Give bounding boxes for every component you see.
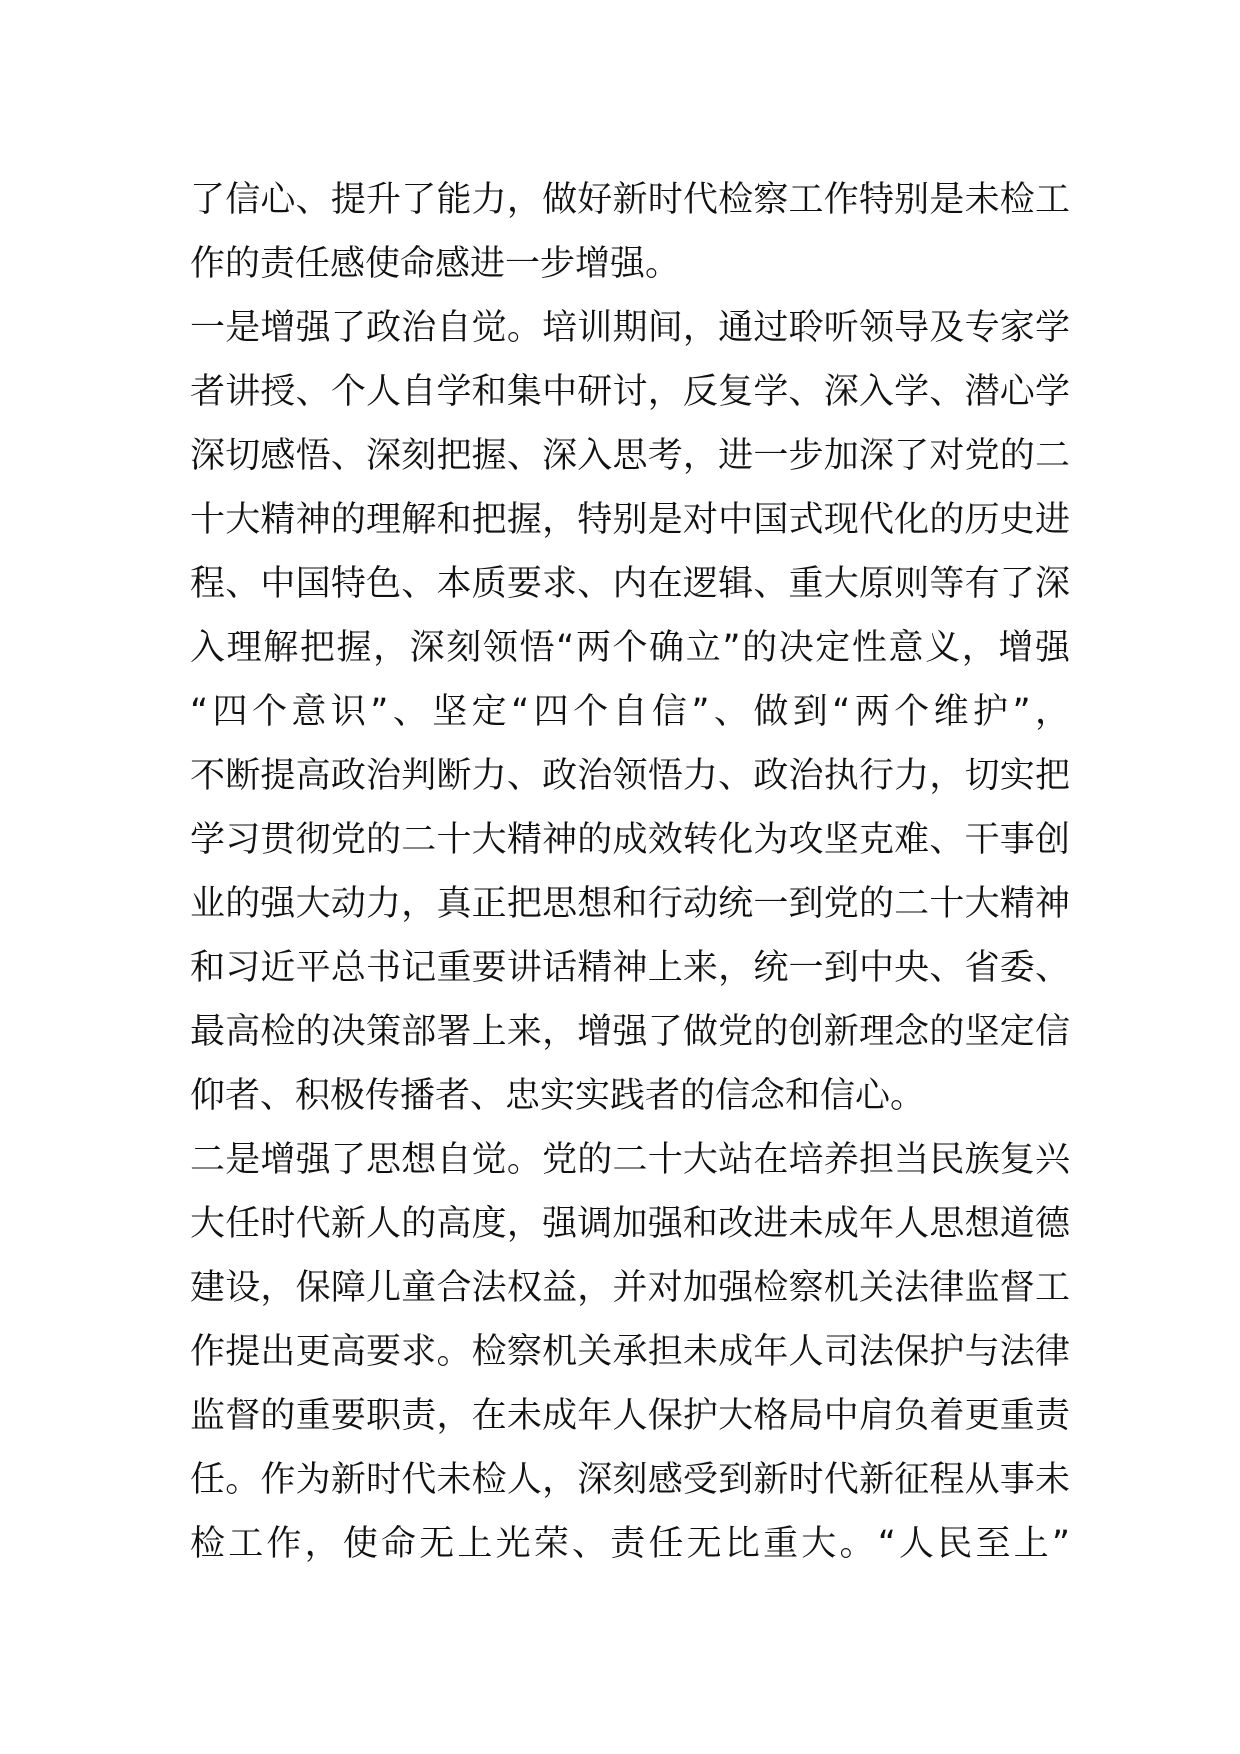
- text-line-15: 仰者、积极传播者、忠实实践者的信念和信心。: [190, 1076, 926, 1116]
- text-line-14: 最高检的决策部署上来，增强了做党的创新理念的坚定信: [190, 1012, 1070, 1052]
- text-line-2: 作的责任感使命感进一步增强。: [190, 244, 681, 284]
- text-line-19: 作提出更高要求。检察机关承担未成年人司法保护与法律: [190, 1332, 1070, 1372]
- text-line-11: 学习贯彻党的二十大精神的成效转化为攻坚克难、干事创: [190, 820, 1070, 860]
- text-line-20: 监督的重要职责，在未成年人保护大格局中肩负着更重责: [190, 1396, 1070, 1436]
- body-text: [190, 168, 1070, 1576]
- text-line-4: 者讲授、个人自学和集中研讨，反复学、深入学、潜心学: [190, 372, 1070, 412]
- text-line-16: 二是增强了思想自觉。党的二十大站在培养担当民族复兴: [190, 1140, 1070, 1180]
- text-line-22: 检工作，使命无上光荣、责任无比重大。“人民至上”: [190, 1524, 1070, 1564]
- text-line-3: 一是增强了政治自觉。培训期间，通过聆听领导及专家学: [190, 308, 1070, 348]
- text-line-6: 十大精神的理解和把握，特别是对中国式现代化的历史进: [190, 500, 1070, 540]
- text-line-17: 大任时代新人的高度，强调加强和改进未成年人思想道德: [190, 1204, 1070, 1244]
- text-line-1: 了信心、提升了能力，做好新时代检察工作特别是未检工: [190, 180, 1070, 220]
- text-line-8: 入理解把握，深刻领悟“两个确立”的决定性意义，增强: [190, 628, 1070, 668]
- text-line-12: 业的强大动力，真正把思想和行动统一到党的二十大精神: [190, 884, 1070, 924]
- text-line-10: 不断提高政治判断力、政治领悟力、政治执行力，切实把: [190, 756, 1070, 796]
- text-line-5: 深切感悟、深刻把握、深入思考，进一步加深了对党的二: [190, 436, 1070, 476]
- text-line-13: 和习近平总书记重要讲话精神上来，统一到中央、省委、: [190, 948, 1070, 988]
- text-line-18: 建设，保障儿童合法权益，并对加强检察机关法律监督工: [190, 1268, 1070, 1308]
- text-line-7: 程、中国特色、本质要求、内在逻辑、重大原则等有了深: [190, 564, 1070, 604]
- text-line-9: “四个意识”、坚定“四个自信”、做到“两个维护”，: [190, 692, 1070, 732]
- text-line-21: 任。作为新时代未检人，深刻感受到新时代新征程从事未: [190, 1460, 1070, 1500]
